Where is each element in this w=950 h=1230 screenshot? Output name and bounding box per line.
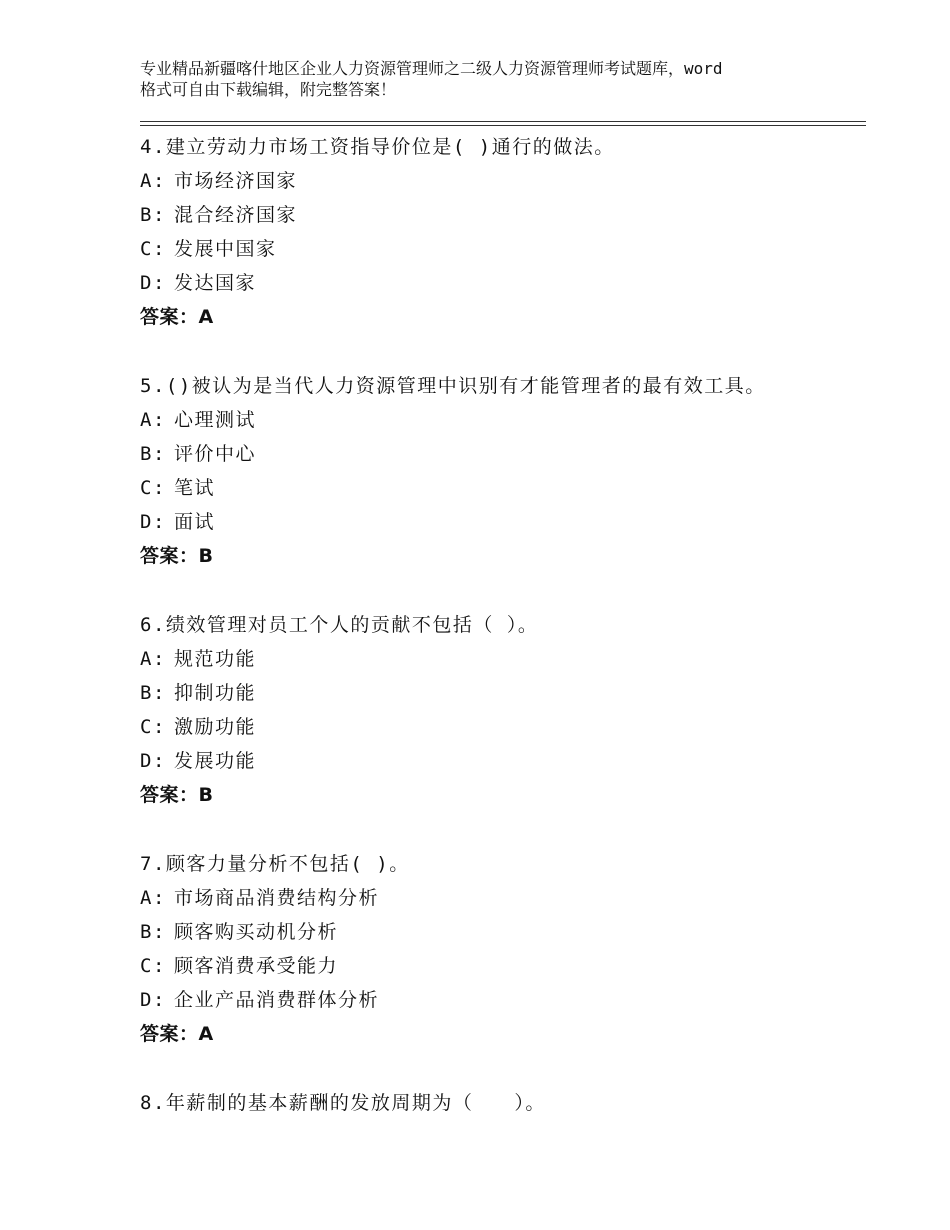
option-b (140, 198, 866, 232)
option-letter: C: (140, 238, 166, 260)
answer-label: 答案：A (140, 1023, 214, 1045)
option-letter: D: (140, 989, 166, 1011)
option-letter: A: (140, 887, 166, 909)
header-divider-bottom (140, 125, 866, 126)
header-line-1: 专业精品新疆喀什地区企业人力资源管理师之二级人力资源管理师考试题库，word (140, 59, 723, 78)
option-text: 混合经济国家 (174, 204, 298, 226)
option-text: 顾客消费承受能力 (174, 955, 339, 977)
option-letter: C: (140, 716, 166, 738)
option-text: 评价中心 (174, 443, 257, 465)
option-letter: A: (140, 409, 166, 431)
option-b (140, 915, 866, 949)
option-letter: A: (140, 170, 166, 192)
question-title: 8.年薪制的基本薪酬的发放周期为（ ）。 (140, 1092, 546, 1114)
option-text: 发达国家 (174, 272, 257, 294)
option-letter: D: (140, 511, 166, 533)
option-letter: C: (140, 477, 166, 499)
question-7 (140, 847, 866, 1051)
option-text: 心理测试 (174, 409, 257, 431)
answer-label: 答案：A (140, 306, 214, 328)
answer-label: 答案：B (140, 545, 214, 567)
option-letter: D: (140, 272, 166, 294)
question-8 (140, 1086, 866, 1120)
question-title: 7.顾客力量分析不包括( )。 (140, 853, 410, 875)
question-6 (140, 608, 866, 812)
question-gap (140, 573, 866, 608)
header-divider-top (140, 121, 866, 122)
option-letter: B: (140, 204, 166, 226)
option-letter: D: (140, 750, 166, 772)
question-title: 5.()被认为是当代人力资源管理中识别有才能管理者的最有效工具。 (140, 375, 766, 397)
header-line-2: 格式可自由下载编辑，附完整答案！ (140, 80, 397, 99)
option-c (140, 471, 866, 505)
option-text: 市场商品消费结构分析 (174, 887, 380, 909)
option-letter: B: (140, 921, 166, 943)
option-d (140, 983, 866, 1017)
option-text: 面试 (174, 511, 216, 533)
option-a (140, 164, 866, 198)
option-letter: C: (140, 955, 166, 977)
option-c (140, 949, 866, 983)
option-text: 发展功能 (174, 750, 257, 772)
option-text: 市场经济国家 (174, 170, 298, 192)
option-d (140, 505, 866, 539)
question-list (140, 130, 866, 1120)
question-title: 6.绩效管理对员工个人的贡献不包括（ ）。 (140, 614, 539, 636)
option-text: 激励功能 (174, 716, 257, 738)
option-b (140, 676, 866, 710)
question-gap (140, 812, 866, 847)
option-text: 规范功能 (174, 648, 257, 670)
question-title: 4.建立劳动力市场工资指导价位是( )通行的做法。 (140, 136, 615, 158)
option-letter: A: (140, 648, 166, 670)
option-a (140, 642, 866, 676)
option-c (140, 232, 866, 266)
option-d (140, 266, 866, 300)
option-text: 发展中国家 (174, 238, 277, 260)
document-header (140, 58, 830, 100)
answer-label: 答案：B (140, 784, 214, 806)
question-gap (140, 334, 866, 369)
option-letter: B: (140, 682, 166, 704)
question-gap (140, 1051, 866, 1086)
option-text: 顾客购买动机分析 (174, 921, 339, 943)
question-5 (140, 369, 866, 573)
option-b (140, 437, 866, 471)
option-text: 笔试 (174, 477, 216, 499)
option-text: 抑制功能 (174, 682, 257, 704)
option-a (140, 403, 866, 437)
option-d (140, 744, 866, 778)
question-4 (140, 130, 866, 334)
option-letter: B: (140, 443, 166, 465)
option-c (140, 710, 866, 744)
option-a (140, 881, 866, 915)
option-text: 企业产品消费群体分析 (174, 989, 380, 1011)
